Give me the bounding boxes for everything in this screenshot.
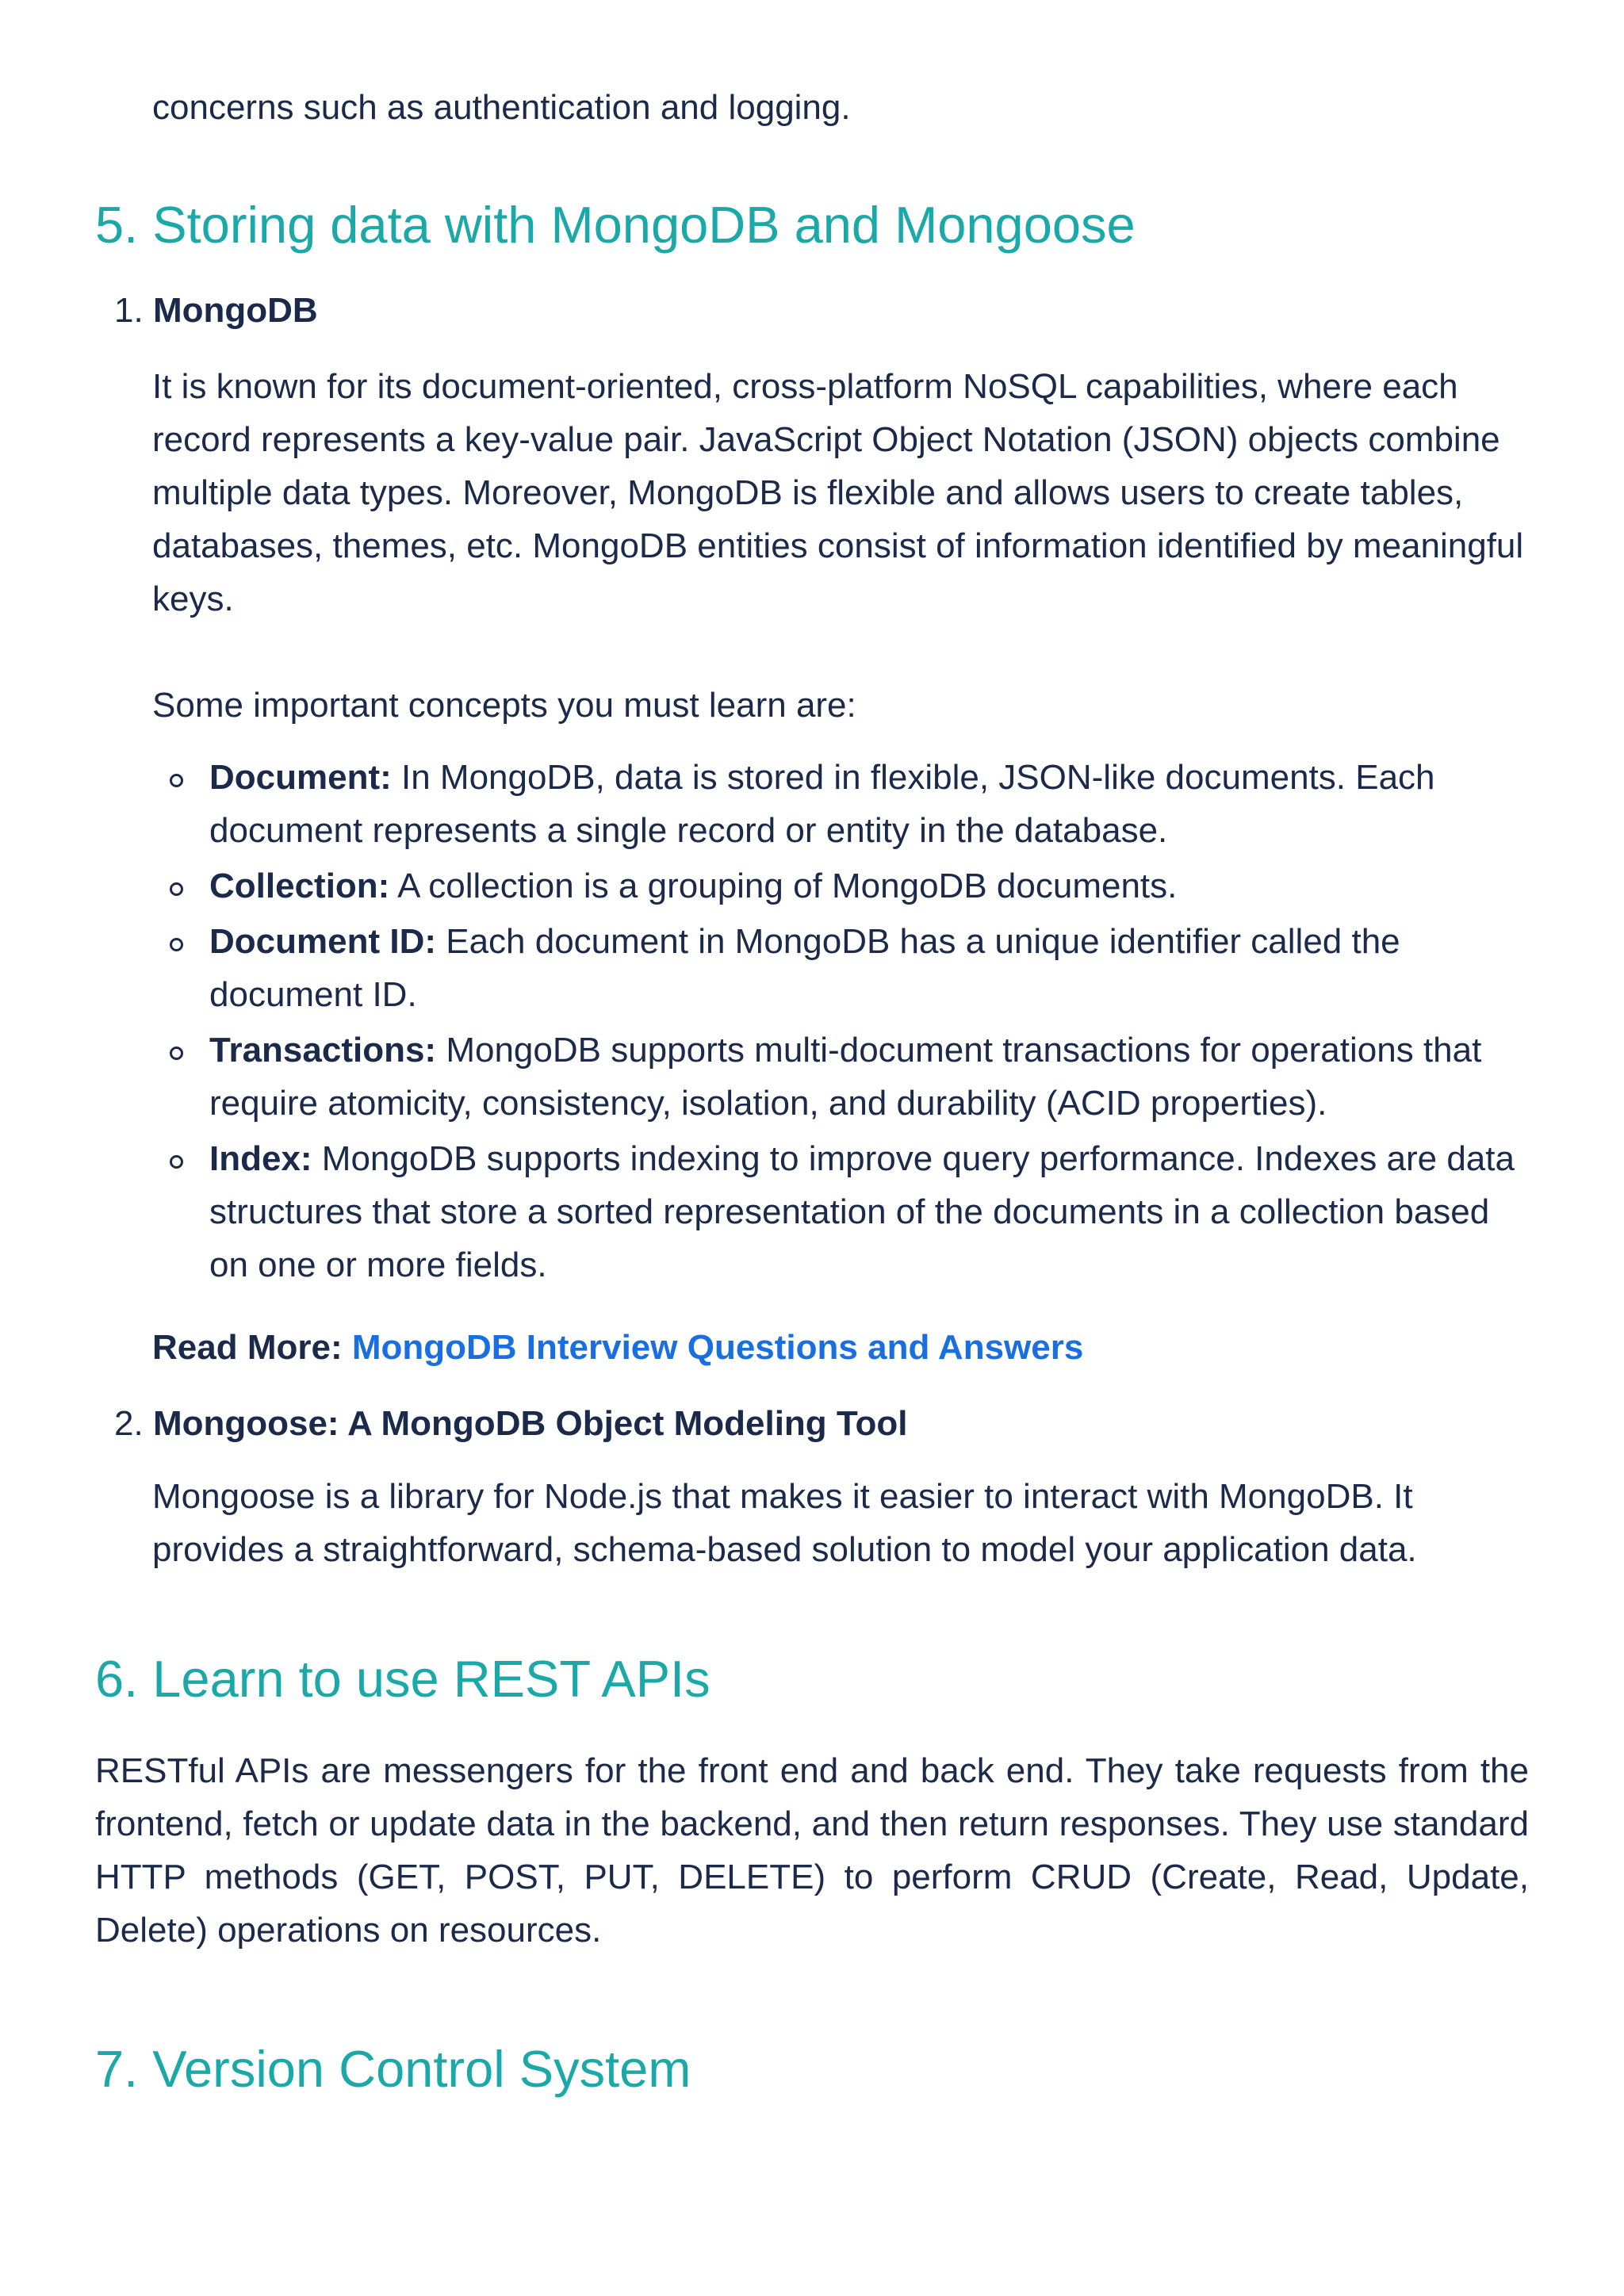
concept-desc: A collection is a grouping of MongoDB documents. <box>389 867 1178 905</box>
section-7-heading: 7. Version Control System <box>95 2040 691 2098</box>
list-item <box>152 751 1529 857</box>
section-6-heading: 6. Learn to use REST APIs <box>95 1650 710 1708</box>
read-more-label: Read More: <box>152 1328 352 1367</box>
concept-term: Collection: <box>209 867 390 905</box>
bullet-icon <box>170 1155 183 1169</box>
read-more-link[interactable]: MongoDB Interview Questions and Answers <box>351 1328 1084 1367</box>
list-item <box>152 859 1529 913</box>
list-item <box>152 1024 1529 1130</box>
list-item-mongodb-title <box>114 287 318 335</box>
concept-desc: Each document in MongoDB has a unique identifier called the document ID. <box>209 922 1400 1014</box>
concept-term: Index: <box>209 1139 312 1178</box>
list-item <box>152 1132 1529 1292</box>
bullet-icon <box>170 938 183 951</box>
list-number: 1. <box>114 291 144 330</box>
concept-term: Document: <box>209 758 392 797</box>
concept-desc: MongoDB supports multi-document transactions for operations that require atomicity, consistency, isolation, and durability (ACID properties). <box>209 1031 1482 1123</box>
list-item <box>152 915 1529 1021</box>
mongoose-paragraph: Mongoose is a library for Node.js that makes it easier to interact with MongoDB. It provides a straightforward, schema-based solution to model your application data. <box>152 1477 1417 1569</box>
rest-apis-paragraph: RESTful APIs are messengers for the front end and back end. They take requests from the frontend, fetch or update data in the backend, and then return responses. They use standard HTTP methods (GET, POST, PUT, DELETE) to perform CRUD (Create, Read, Update, Delete) operations on resources. <box>95 1751 1529 1950</box>
concept-term: Transactions: <box>209 1031 437 1070</box>
concept-desc: MongoDB supports indexing to improve query performance. Indexes are data structures that store a sorted representation of the documents in a collection based on one or more fields. <box>209 1139 1515 1284</box>
mongodb-paragraph: It is known for its document-oriented, cross-platform NoSQL capabilities, where each record represents a key-value pair. JavaScript Object Notation (JSON) objects combine multiple data types. Moreover, MongoDB is flexible and allows users to create tables, databases, themes, etc. MongoDB entities consist of information identified by meaningful keys. <box>152 367 1524 618</box>
bullet-icon <box>170 882 183 896</box>
concepts-intro: Some important concepts you must learn are: <box>152 686 856 725</box>
bullet-icon <box>170 774 183 787</box>
list-item-mongoose-title <box>114 1400 908 1448</box>
list-item-title-text: MongoDB <box>152 291 318 330</box>
concepts-list <box>152 751 1529 1294</box>
concept-desc: In MongoDB, data is stored in flexible, JSON-like documents. Each document represents a single record or entity in the database. <box>209 758 1435 850</box>
concept-term: Document ID: <box>209 922 436 961</box>
section-5-heading: 5. Storing data with MongoDB and Mongoose <box>95 196 1136 254</box>
bullet-icon <box>170 1047 183 1060</box>
read-more <box>152 1324 1083 1372</box>
list-item-title-text: Mongoose: A MongoDB Object Modeling Tool <box>152 1404 908 1443</box>
list-number: 2. <box>114 1404 144 1443</box>
intro-continuation: concerns such as authentication and logging. <box>152 88 851 127</box>
